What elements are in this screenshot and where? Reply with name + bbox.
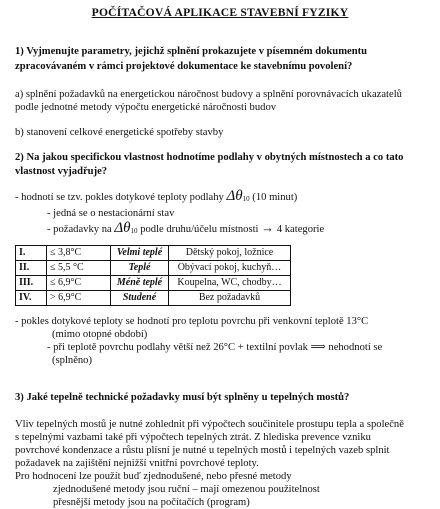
note-1-detail: (mimo otopné období) [52,329,148,340]
question-3: 3) Jaké tepelně technické požadavky musí být splněny u tepelných mostů? [15,392,350,403]
answer-1b: b) stanovení celkové energetické spotřeby stavby [15,127,224,138]
note-1: - pokles dotykové teploty se hodnotí pro teplotu povrchu při venkovní teplotě 13°C [15,316,369,327]
note-2-detail: (splněno) [52,355,93,366]
answer-3-line-7: přesnější metody jsou na počítačích (program) [53,497,250,508]
answer-2-sub-1: - jedná se o nestacionární stav [47,208,175,219]
category-rooms: Dětský pokoj, ložnice [169,246,291,261]
category-name: Teplé [111,261,169,276]
note-2 [47,341,382,354]
delta-theta-subscript-2: 10 [130,227,138,235]
category-rooms: Bez požadavků [169,291,291,306]
bullet-1-text: - hodnotí se tzv. pokles dotykové teploty podlahy [15,192,224,203]
sub-2-purpose: podle druhu/účelu místnosti [140,224,259,235]
right-arrow-icon: → [261,220,275,235]
answer-2-bullet-1 [15,190,297,206]
category-name: Studené [111,291,169,306]
sub-2-text: - požadavky na [47,224,112,235]
question-2-line-2: vlastnost vyjadřuje? [15,166,108,177]
category-number: IV. [16,291,47,306]
category-number: II. [16,261,47,276]
note-2-result: nehodnotí se [328,342,383,353]
category-rooms: Obývací pokoj, kuchyň… [169,261,291,276]
delta-theta-symbol-2: Δθ [114,220,131,236]
sub-2-result: 4 kategorie [276,224,325,235]
answer-1a-line-1: a) splnění požadavků na energetickou náročnost budovy a splnění porovnávacích ukazatelů [15,89,402,100]
answer-2-sub-2 [47,221,324,238]
table-row [16,291,291,306]
category-condition: ≤ 5,5 °C [47,261,111,276]
answer-3-line-6: zjednodušené metody jsou ruční – mají omezenou použitelnost [53,484,320,495]
answer-3-line-4: požadavek na zajištění nejnižší vnitřní povrchové teploty. [15,458,259,469]
implies-arrow-icon: ⟹ [310,342,326,353]
category-rooms: Koupelna, WC, chodby… [169,276,291,291]
answer-3-line-5: Pro hodnocení lze použít buď zjednodušené, nebo přesné metody [15,471,292,482]
table-row [16,276,291,291]
answer-1a-line-2: podle jednotné metody výpočtu energetické náročnosti budov [15,102,277,113]
question-1-line-1: 1) Vyjmenujte parametry, jejichž splnění prokazujete v písemném dokumentu [15,46,368,57]
answer-3-line-2: s tepelnými vazbami také při výpočtech tepelných ztrát. Z hlediska prevence vzniku [15,432,371,443]
answer-3-line-3: povrchové kondenzace a růstu plísní je nutné u tepelných mostů i tepelných vazeb splnit [15,445,390,456]
category-name: Méně teplé [111,276,169,291]
category-number: I. [16,246,47,261]
delta-theta-subscript: 10 [242,195,250,203]
bullet-1-duration: (10 minut) [252,192,298,203]
category-condition: ≤ 6,9°C [47,276,111,291]
category-condition: > 6,9°C [47,291,111,306]
category-condition: ≤ 3,8°C [47,246,111,261]
category-name: Velmi teplé [111,246,169,261]
note-2-text: - při teplotě povrchu podlahy větší než 26°C + textilní povlak [47,342,308,353]
delta-theta-symbol: Δθ [226,188,243,204]
answer-3-line-1: Vliv tepelných mostů je nutné zohlednit při výpočtech součinitele prostupu tepla a společně [15,419,404,430]
table-row [16,246,291,261]
table-row [16,261,291,276]
question-2-line-1: 2) Na jakou specifickou vlastnost hodnotíme podlahy v obytných místnostech a co tato [15,152,404,163]
question-1-line-2: zpracovávaném v rámci projektové dokumentace ke stavebnímu povolení? [15,61,353,72]
page-title: POČÍTAČOVÁ APLIKACE STAVEBNÍ FYZIKY [91,6,349,19]
category-number: III. [16,276,47,291]
floor-category-table [15,245,291,306]
